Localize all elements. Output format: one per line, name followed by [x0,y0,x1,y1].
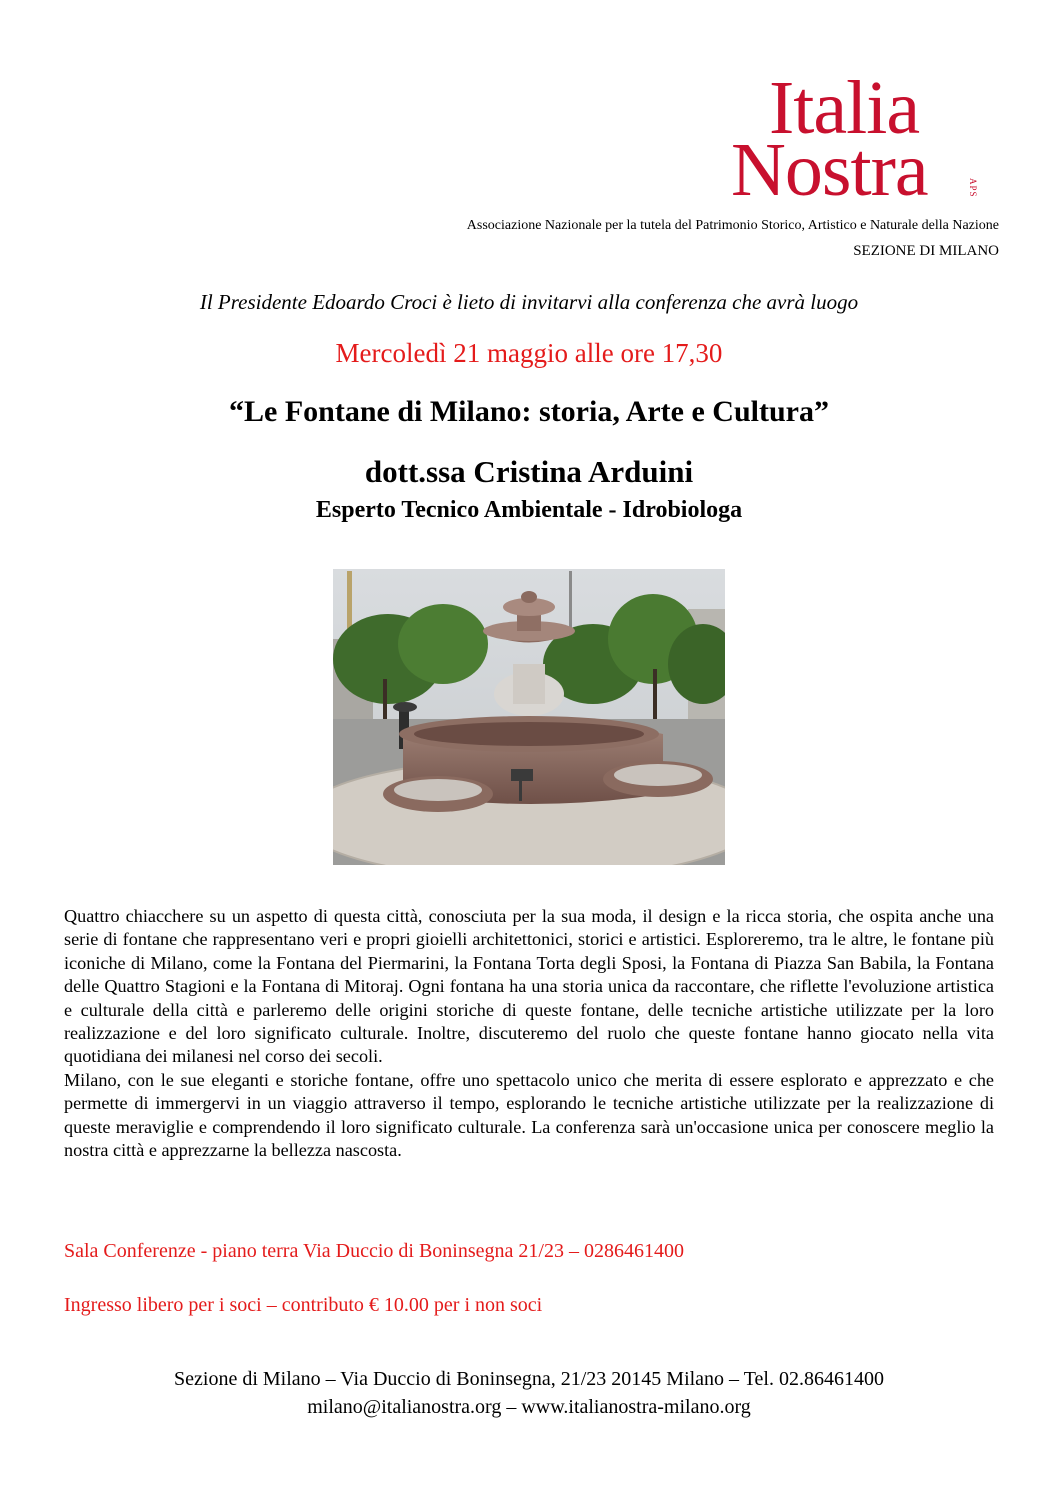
logo-word-italia: Italia [769,66,920,150]
logo-suffix: APS [968,178,978,198]
entry-fee-info: Ingresso libero per i soci – contributo € 10.00 per i non soci [64,1294,543,1316]
footer-contacts: milano@italianostra.org – www.italianostra-milano.org [307,1396,751,1418]
section-name: SEZIONE DI MILANO [853,243,999,259]
association-tagline: Associazione Nazionale per la tutela del Patrimonio Storico, Artistico e Naturale della Nazione [466,218,999,233]
venue-info: Sala Conferenze - piano terra Via Duccio di Boninsegna 21/23 – 0286461400 [64,1240,684,1262]
description [64,905,994,1162]
footer-address: Sezione di Milano – Via Duccio di Boninsegna, 21/23 20145 Milano – Tel. 02.86461400 [174,1368,884,1390]
description-paragraph-1: Quattro chiacchere su un aspetto di questa città, conosciuta per la sua moda, il design e la ricca storia, che ospita anche una serie di fontane che rappresentano veri e propri gioielli architettonici, storici e artistici. Esploreremo, tra le altre, le fontane più iconiche di Milano, come la Fontana del Piermarini, la Fontana Torta degli Sposi, la Fontana di Piazza San Babila, la Fontana delle Quattro Stagioni e la Fontana di Mitoraj. Ogni fontana ha una storia unica da raccontare, che riflette l'evoluzione artistica e culturale della città e parleremo delle origini storiche di queste fontane, delle tecniche artistiche utilizzate per la loro realizzazione e del loro significato culturale. Inoltre, discuteremo del ruolo che queste fontane hanno giocato nella vita quotidiana dei milanesi nel corso dei secoli. [64,906,994,1067]
speaker-role: Esperto Tecnico Ambientale - Idrobiologa [315,497,743,523]
invitation-intro: Il Presidente Edoardo Croci è lieto di invitarvi alla conferenza che avrà luogo [199,290,859,314]
description-paragraph-2: Milano, con le sue eleganti e storiche fontane, offre uno spettacolo unico che merita di essere esplorato e apprezzato e che permette di immergervi in un viaggio attraverso il tempo, esplorando le tecniche artistiche utilizzate per la realizzazione di queste meraviglie e comprendendo il loro significato culturale. La conferenza sarà un'occasione unica per conoscere meglio la nostra città e apprezzarne la bellezza nascosta. [64,1069,994,1161]
speaker-name: dott.ssa Cristina Arduini [364,454,694,489]
fountain-photo [333,569,725,865]
logo-word-nostra: Nostra [731,128,928,212]
event-title: “Le Fontane di Milano: storia, Arte e Cultura” [229,395,829,428]
event-date: Mercoledì 21 maggio alle ore 17,30 [335,338,723,368]
